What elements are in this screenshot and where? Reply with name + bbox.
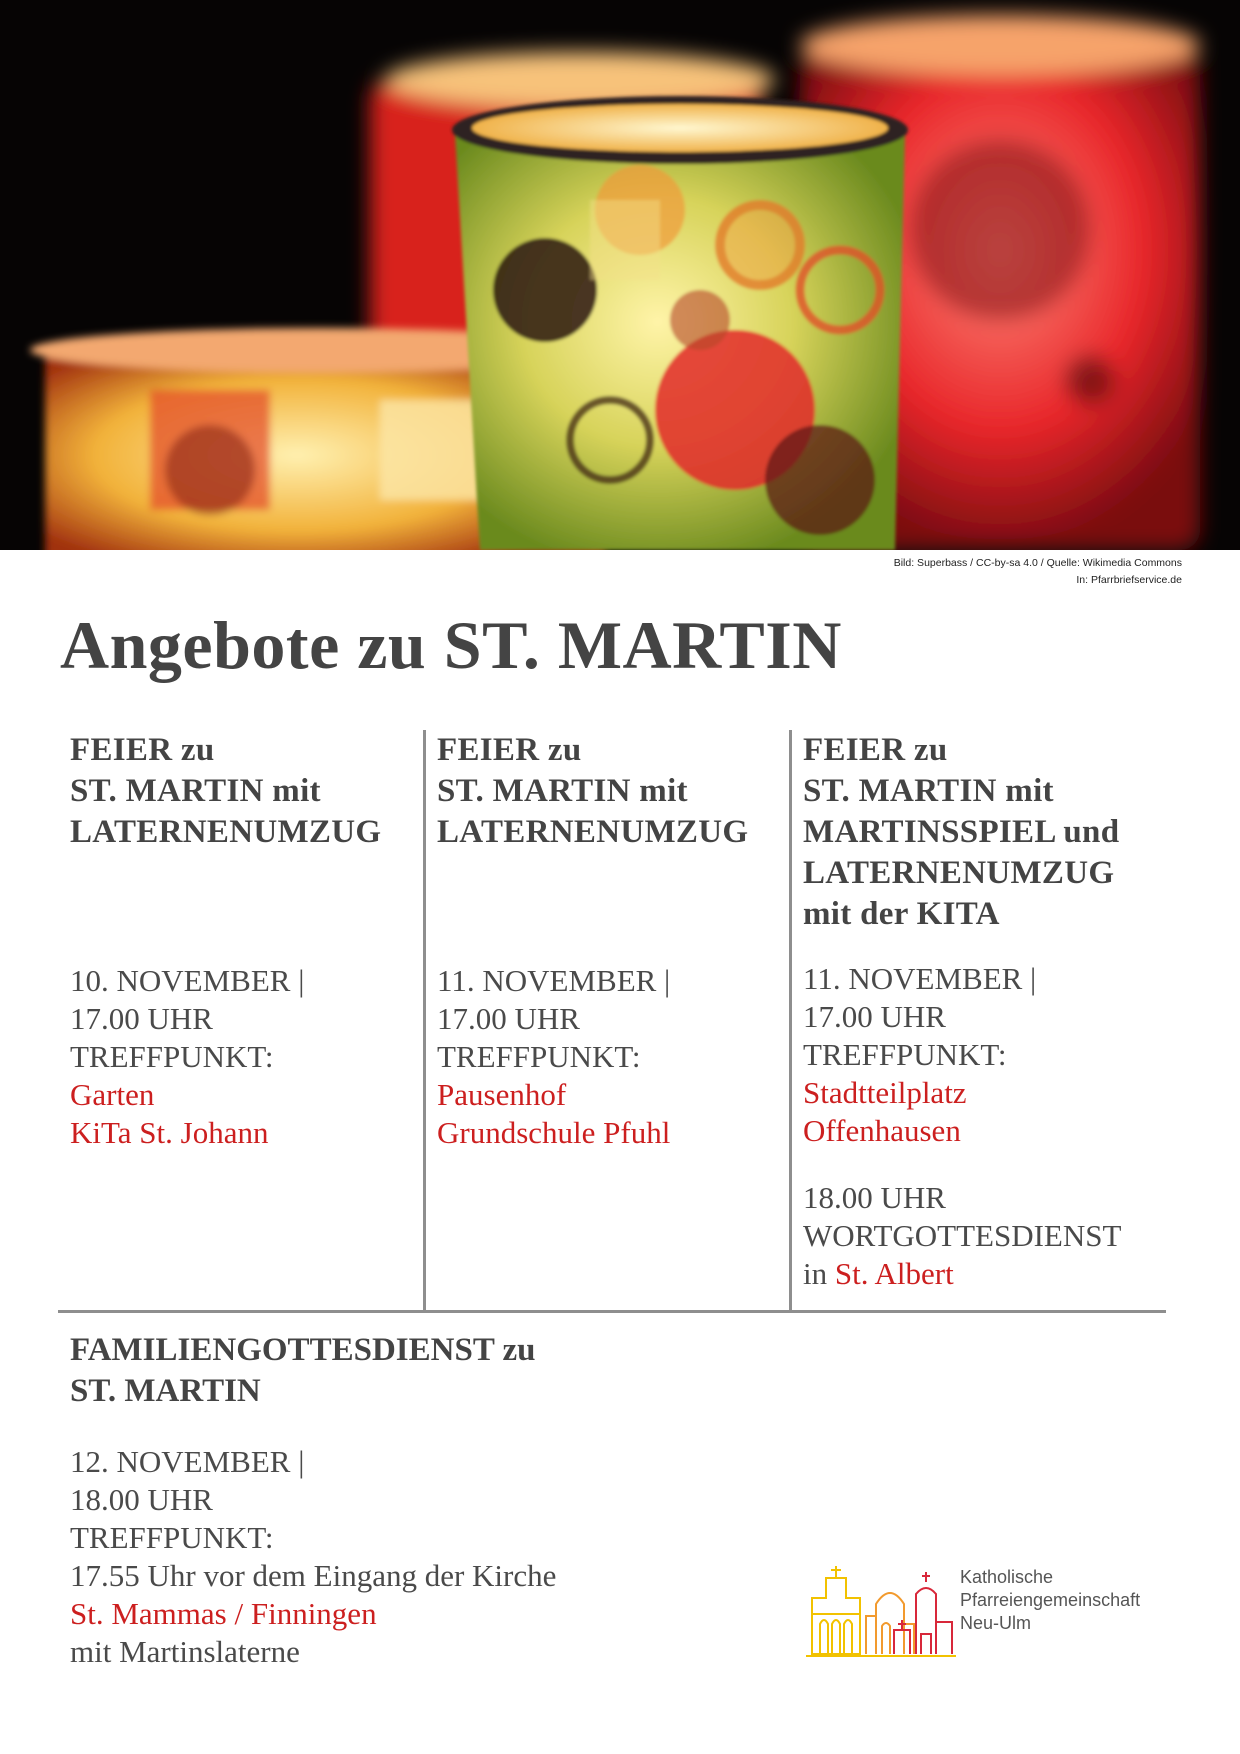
heading-line: LATERNENUMZUG xyxy=(803,855,1115,891)
meeting-label: TREFFPUNKT: xyxy=(803,1037,1007,1072)
hero-lantern-photo xyxy=(0,0,1240,550)
event-date: 11. NOVEMBER | xyxy=(437,963,671,998)
heading-line: ST. MARTIN mit xyxy=(70,773,321,809)
meeting-place: Grundschule Pfuhl xyxy=(437,1115,671,1150)
meeting-place: Stadtteilplatz xyxy=(803,1075,967,1110)
heading-line: LATERNENUMZUG xyxy=(437,814,749,850)
heading-line: LATERNENUMZUG xyxy=(70,814,382,850)
photo-credit xyxy=(894,555,1182,589)
meeting-label: TREFFPUNKT: xyxy=(70,1039,274,1074)
event-details xyxy=(70,962,304,1152)
logo-line-1: Katholische xyxy=(960,1567,1054,1587)
event-date: 12. NOVEMBER | xyxy=(70,1444,305,1479)
event-column-2 xyxy=(437,730,749,1150)
heading-line: FAMILIENGOTTESDIENST zu xyxy=(70,1332,536,1368)
parish-logo xyxy=(806,1564,1158,1662)
meeting-place: St. Mammas / Finningen xyxy=(70,1596,377,1631)
event-date: 10. NOVEMBER | xyxy=(70,963,305,998)
column-divider xyxy=(423,730,426,1310)
parish-logo-text xyxy=(960,1566,1140,1635)
event-heading xyxy=(437,730,748,853)
heading-line: FEIER zu xyxy=(70,732,215,768)
service-time: 18.00 UHR xyxy=(803,1180,946,1215)
meeting-place: Garten xyxy=(70,1077,155,1112)
column-divider xyxy=(789,730,792,1310)
heading-line: MARTINSSPIEL und xyxy=(803,814,1120,850)
event-details xyxy=(437,962,670,1152)
event-time: 18.00 UHR xyxy=(70,1482,213,1517)
family-service-details xyxy=(70,1443,556,1671)
heading-line: ST. MARTIN mit xyxy=(803,773,1054,809)
service-location-prefix: in xyxy=(803,1256,828,1291)
meeting-place: Offenhausen xyxy=(803,1113,961,1148)
family-service-note: mit Martinslaterne xyxy=(70,1634,300,1669)
heading-line: mit der KITA xyxy=(803,896,1000,932)
church-skyline-icon xyxy=(806,1564,956,1662)
meeting-detail: 17.55 Uhr vor dem Eingang der Kirche xyxy=(70,1558,557,1593)
service-name: WORTGOTTESDIENST xyxy=(803,1218,1122,1253)
event-details xyxy=(803,960,1121,1293)
event-date: 11. NOVEMBER | xyxy=(803,961,1037,996)
family-service-heading xyxy=(70,1330,556,1412)
event-time: 17.00 UHR xyxy=(803,999,946,1034)
heading-line: FEIER zu xyxy=(437,732,582,768)
heading-line: ST. MARTIN xyxy=(70,1373,261,1409)
photo-credit-line-1: Bild: Superbass / CC-by-sa 4.0 / Quelle: Wikimedia Commons xyxy=(893,557,1182,569)
family-service-section xyxy=(70,1330,556,1671)
logo-line-2: Pfarreiengemeinschaft xyxy=(960,1590,1141,1610)
event-heading xyxy=(803,730,1119,935)
meeting-label: TREFFPUNKT: xyxy=(437,1039,641,1074)
section-divider xyxy=(58,1310,1166,1313)
meeting-label: TREFFPUNKT: xyxy=(70,1520,274,1555)
event-heading xyxy=(70,730,381,853)
meeting-place: Pausenhof xyxy=(437,1077,567,1112)
logo-line-3: Neu-Ulm xyxy=(960,1613,1032,1633)
photo-credit-line-2: In: Pfarrbriefservice.de xyxy=(1076,574,1182,586)
service-location xyxy=(803,1255,1121,1293)
page-title: Angebote zu ST. MARTIN xyxy=(60,607,842,683)
event-column-1 xyxy=(70,730,382,1150)
heading-line: FEIER zu xyxy=(803,732,948,768)
meeting-place: KiTa St. Johann xyxy=(70,1115,269,1150)
heading-line: ST. MARTIN mit xyxy=(437,773,688,809)
event-time: 17.00 UHR xyxy=(70,1001,213,1036)
event-time: 17.00 UHR xyxy=(437,1001,580,1036)
service-location-name: St. Albert xyxy=(834,1256,954,1291)
event-column-3 xyxy=(803,730,1122,1291)
